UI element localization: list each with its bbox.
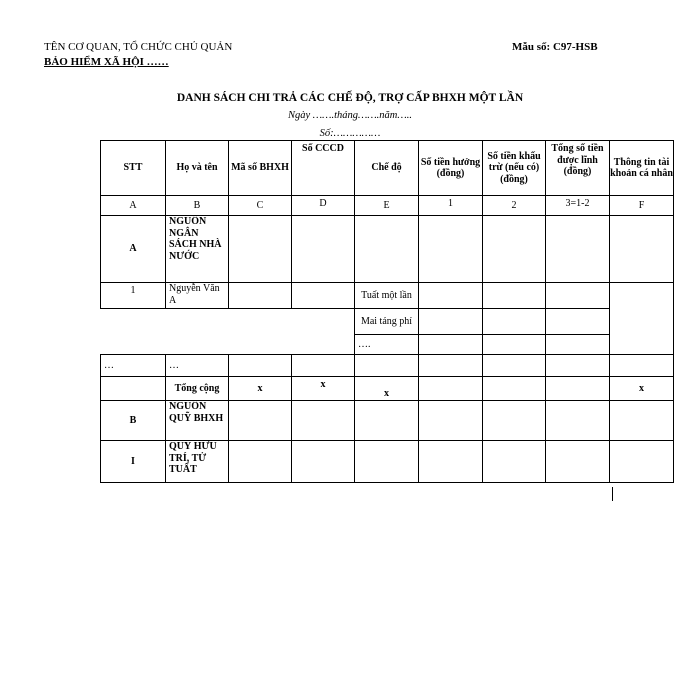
table-row: [101, 335, 674, 355]
date-line: Ngày …….tháng…….năm…..: [288, 110, 412, 121]
code-e: E: [355, 196, 419, 216]
number-line: Số:……………: [319, 128, 381, 139]
code-c: C: [229, 196, 292, 216]
code-d: D: [292, 196, 355, 216]
table-tail-line: [612, 487, 613, 501]
section-b-name: NGUỒN QUỸ BHXH: [166, 401, 229, 441]
payment-list-table: [100, 140, 674, 483]
code-row: [101, 196, 674, 216]
section-i-name: QUỸ HƯU TRÍ, TỬ TUẤT: [166, 441, 229, 483]
table-row: [101, 355, 674, 377]
row1-regime-2: Mai táng phí: [355, 309, 419, 335]
section-a-name: NGUỒN NGÂN SÁCH NHÀ NƯỚC: [166, 216, 229, 283]
col-header-total: Tổng số tiền được lĩnh (đồng): [546, 141, 610, 196]
col-header-bhxh: Mã số BHXH: [229, 141, 292, 196]
table-row: [101, 441, 674, 483]
total-mark-bhxh: x: [229, 377, 292, 401]
col-header-stt: STT: [101, 141, 166, 196]
ellipsis-stt: …: [101, 355, 166, 377]
document-title: DANH SÁCH CHI TRẢ CÁC CHẾ ĐỘ, TRỢ CẤP BHXH MỘT LẦN: [176, 92, 524, 104]
table-row: [101, 309, 674, 335]
section-a-stt: A: [101, 216, 166, 283]
col-header-cccd: Số CCCD: [292, 141, 355, 196]
col-header-account: Thông tin tài khoản cá nhân: [610, 141, 674, 196]
total-mark-regime: x: [355, 377, 419, 401]
row1-regime-3: ….: [355, 335, 419, 355]
total-mark-cccd: x: [292, 377, 355, 401]
section-b-stt: B: [101, 401, 166, 441]
code-b: B: [166, 196, 229, 216]
ellipsis-name: …: [166, 355, 229, 377]
table-row: [101, 283, 674, 309]
row1-stt: 1: [101, 283, 166, 309]
table-row: [101, 216, 674, 283]
table-row: [101, 401, 674, 441]
header-row: [101, 141, 674, 196]
row1-regime-1: Tuất một lần: [355, 283, 419, 309]
agency-name: BẢO HIỂM XÃ HỘI ……: [44, 56, 169, 68]
agency-line: TÊN CƠ QUAN, TỔ CHỨC CHỦ QUẢN: [44, 41, 233, 53]
col-header-name: Họ và tên: [166, 141, 229, 196]
total-row: [101, 377, 674, 401]
col-header-amount: Số tiền hưởng (đồng): [419, 141, 483, 196]
section-i-stt: I: [101, 441, 166, 483]
form-code: Mẫu số: C97-HSB: [512, 41, 598, 53]
total-label: Tổng cộng: [166, 377, 229, 401]
code-f: F: [610, 196, 674, 216]
total-mark-account: x: [610, 377, 674, 401]
code-3: 3=1-2: [546, 196, 610, 216]
code-1: 1: [419, 196, 483, 216]
col-header-regime: Chế độ: [355, 141, 419, 196]
col-header-deduction: Số tiền khấu trừ (nếu có) (đồng): [483, 141, 546, 196]
row1-name: Nguyễn Văn A: [166, 283, 229, 309]
code-a: A: [101, 196, 166, 216]
code-2: 2: [483, 196, 546, 216]
